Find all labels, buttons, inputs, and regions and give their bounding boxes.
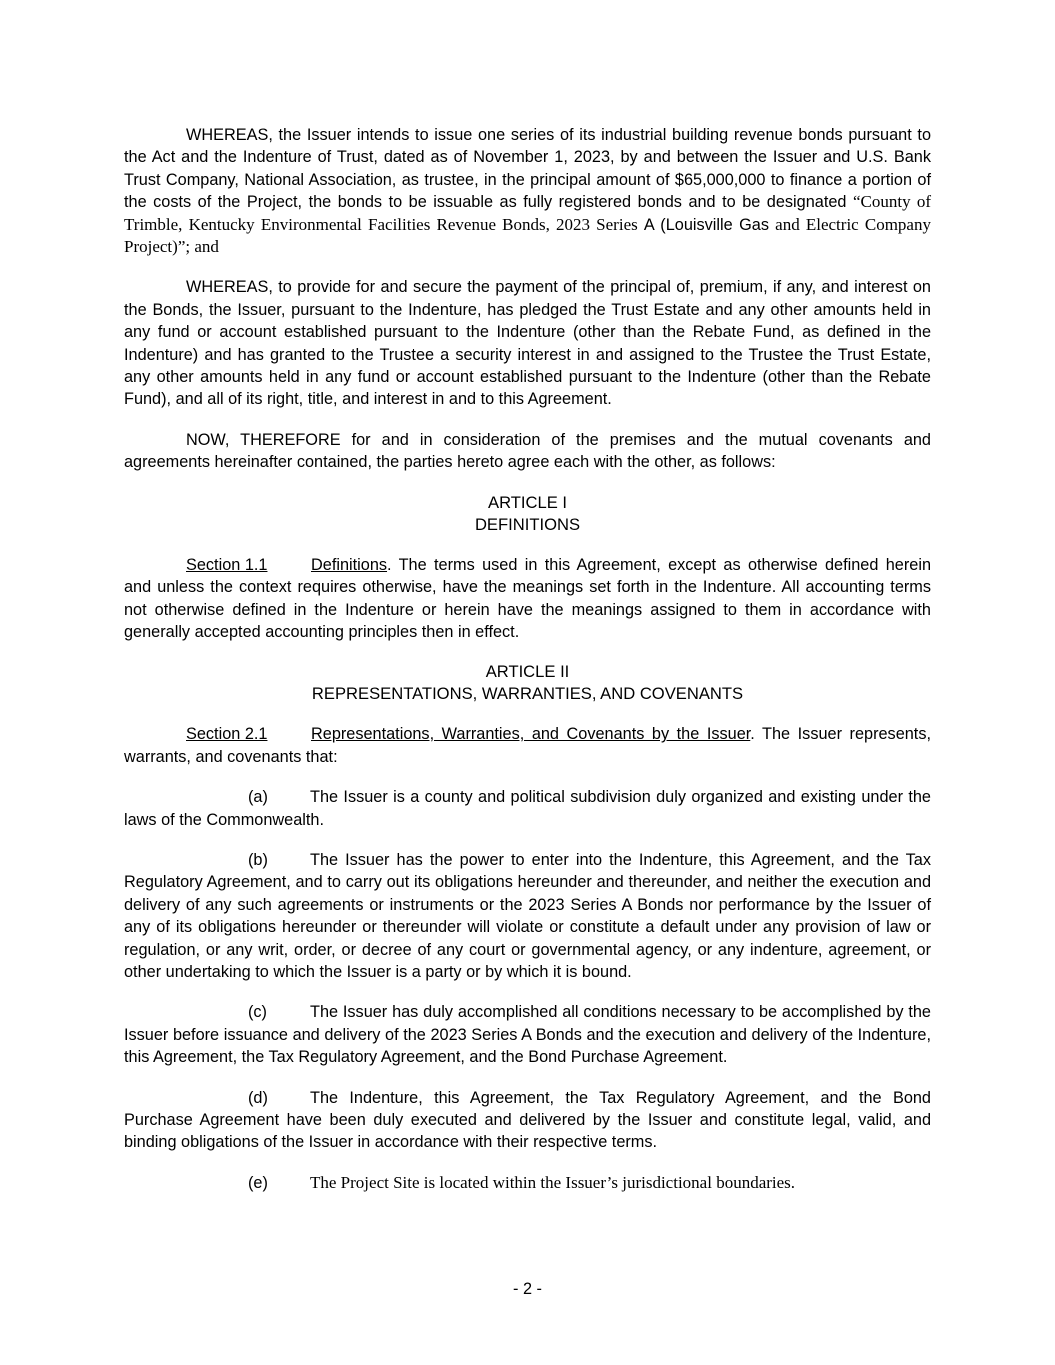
list-item-b — [124, 849, 931, 983]
article-2-heading — [124, 661, 931, 705]
list-item-e — [124, 1172, 931, 1194]
page-number: - 2 - — [513, 1280, 542, 1298]
list-item-label: (a) — [248, 788, 268, 807]
article-1-heading — [124, 492, 931, 536]
article-1-number: ARTICLE I — [488, 492, 567, 512]
list-item-label: (b) — [248, 850, 268, 869]
list-item-text: The Issuer has the power to enter into the Indenture, this Agreement, and the Tax Regulatory Agreement, and to carry out its obligations hereunder and thereunder, and neither the execution and delivery of any such agreements or instruments or the 2023 Series A Bonds nor performance by the Issuer of any of its obligations hereunder or thereunder will violate or constitute a default under any provision of law or regulation, or any writ, order, or decree of any court or governmental agency, or any indenture, agreement, or other undertaking to which the Issuer is a party or by which it is bound. — [124, 850, 931, 981]
section-2-1 — [124, 723, 931, 768]
whereas-1-bond-name-end: and Electric Company Project)”; and — [124, 214, 931, 257]
section-1-1 — [124, 554, 931, 644]
article-2-title: REPRESENTATIONS, WARRANTIES, AND COVENANTS — [311, 684, 744, 704]
list-item-text: The Indenture, this Agreement, the Tax Regulatory Agreement, and the Bond Purchase Agreement have been duly executed and delivered by the Issuer and constitute legal, valid, and binding obligations of the Issuer in accordance with their respective terms. — [124, 1088, 931, 1152]
now-therefore-paragraph: NOW, THEREFORE for and in consideration of the premises and the mutual covenants and agreements hereinafter contained, the parties hereto agree each with the other, as follows: — [124, 430, 931, 472]
list-item-text: The Issuer is a county and political subdivision duly organized and existing under the laws of the Commonwealth. — [124, 788, 931, 829]
whereas-paragraph-1 — [124, 124, 931, 258]
list-item-d — [124, 1087, 931, 1154]
document-page — [124, 124, 931, 1212]
section-1-1-text: . The terms used in this Agreement, except as otherwise defined herein and unless the context requires otherwise, have the meanings set forth in the Indenture. All accounting terms not otherwise defined in the Indenture or herein have the meanings assigned to them in accordance with generally accepted accounting principles then in effect. — [124, 555, 931, 641]
list-item-label: (d) — [248, 1088, 268, 1107]
list-item-c — [124, 1001, 931, 1068]
list-item-a — [124, 786, 931, 831]
whereas-1-text: WHEREAS, the Issuer intends to issue one series of its industrial building revenue bonds pursuant to the Act and the Indenture of Trust, dated as of November 1, 2023, by and between the Issuer and U.S. Bank Trust Company, National Association, as trustee, in the principal amount of $65,000,000 to finance a portion of the costs of the Project, the bonds to be issuable as fully registered bonds and to be designated — [124, 126, 931, 212]
section-2-1-title: Representations, Warranties, and Covenants by the Issuer — [311, 725, 751, 744]
section-1-1-title: Definitions — [311, 555, 388, 574]
article-2-number: ARTICLE II — [485, 662, 570, 682]
list-item-label: (e) — [248, 1173, 268, 1192]
section-2-1-text: . The Issuer represents, warrants, and covenants that: — [124, 725, 931, 766]
article-1-title: DEFINITIONS — [474, 514, 581, 534]
section-1-1-number: Section 1.1 — [186, 555, 268, 574]
section-2-1-number: Section 2.1 — [186, 725, 268, 744]
whereas-1-bond-name: “County of Trimble, Kentucky Environmental Facilities Revenue Bonds, 2023 Series — [124, 192, 931, 234]
list-item-label: (c) — [248, 1003, 267, 1022]
whereas-paragraph-2: WHEREAS, to provide for and secure the payment of the principal of, premium, if any, and interest on the Bonds, the Issuer, pursuant to the Indenture, has pledged the Trust Estate and any other amounts held in any fund or account established pursuant to the Indenture (other than the Rebate Fund, as defined in the Indenture) and has granted to the Trustee a security interest in and assigned to the Trustee the Trust Estate, any other amounts held in any fund or account established pursuant to the Indenture (other than the Rebate Fund), and all of its right, title, and interest in and to this Agreement. — [124, 278, 931, 409]
list-item-text: The Issuer has duly accomplished all conditions necessary to be accomplished by the Issuer before issuance and delivery of the 2023 Series A Bonds and the execution and delivery of the Indenture, this Agreement, the Tax Regulatory Agreement, and the Bond Purchase Agreement. — [124, 1003, 931, 1067]
list-item-text: The Project Site is located within the Issuer’s jurisdictional boundaries. — [310, 1172, 796, 1192]
whereas-1-bond-name-sans: A (Louisville Gas — [643, 215, 769, 234]
